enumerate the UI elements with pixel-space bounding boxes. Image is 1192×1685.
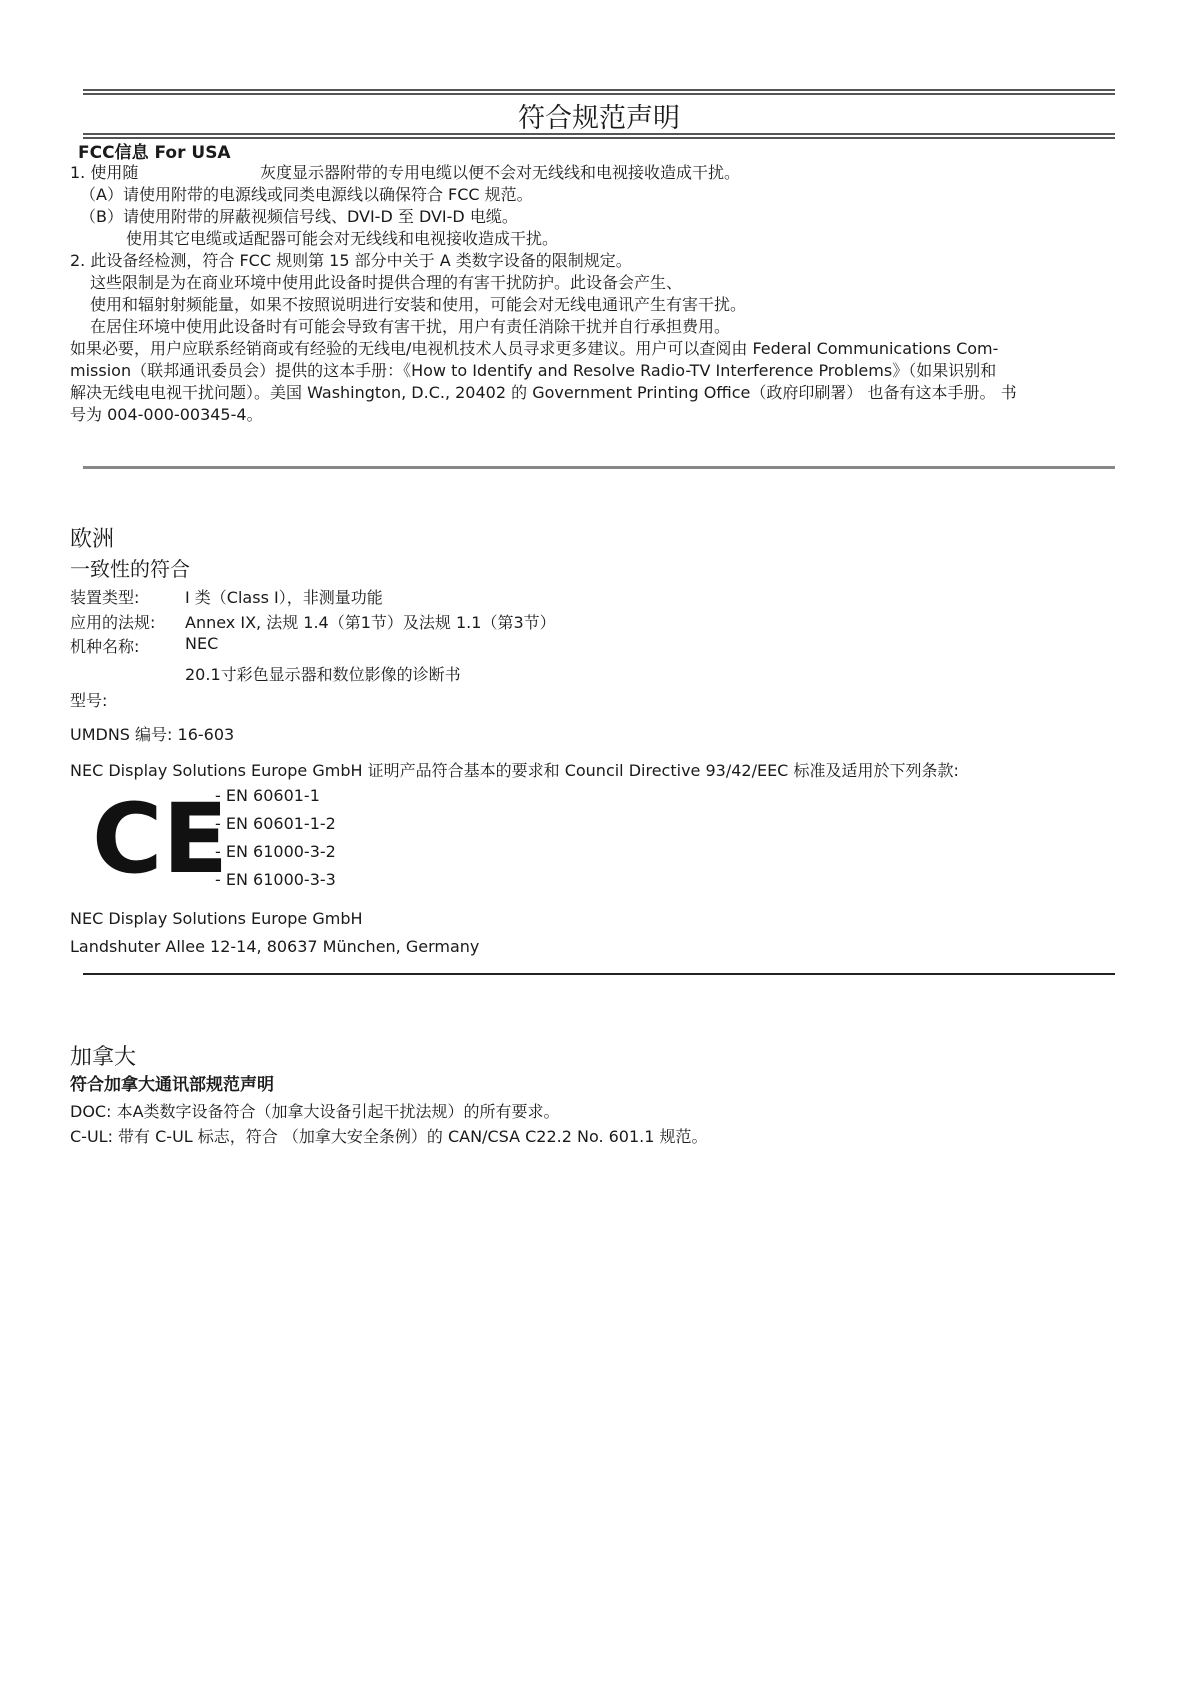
europe-end-rule bbox=[83, 973, 1115, 975]
ce-mark-text: CE bbox=[92, 783, 229, 895]
fcc-para-line4: 号为 004-000-00345-4。 bbox=[70, 405, 263, 424]
fcc-line2c: 在居住环境中使用此设备时有可能会导致有害干扰，用户有责任消除干扰并自行承担费用。 bbox=[90, 317, 731, 336]
europe-heading: 欧洲 bbox=[70, 527, 115, 552]
fcc-line2b: 使用和辐射射频能量，如果不按照说明进行安装和使用，可能会对无线电通讯产生有害干扰。 bbox=[90, 295, 747, 314]
title-double-rule bbox=[83, 133, 1115, 139]
europe-company: NEC Display Solutions Europe GmbH bbox=[70, 909, 363, 928]
page-title: 符合规范声明 bbox=[518, 103, 680, 134]
applied-rules-label: 应用的法规: bbox=[70, 613, 156, 632]
top-double-rule bbox=[83, 89, 1115, 95]
model-no-label: 型号: bbox=[70, 691, 108, 710]
fcc-line-b: （B）请使用附带的屏蔽视频信号线、DVI-D 至 DVI-D 电缆。 bbox=[80, 207, 518, 226]
standard-item: - EN 61000-3-3 bbox=[215, 870, 336, 889]
ce-mark-icon bbox=[92, 783, 229, 895]
canada-cul: C-UL: 带有 C-UL 标志，符合 （加拿大安全条例）的 CAN/CSA C22.2 No. 601.1 规范。 bbox=[70, 1127, 708, 1146]
fcc-line1-suffix: 灰度显示器附带的专用电缆以便不会对无线线和电视接收造成干扰。 bbox=[260, 163, 741, 182]
fcc-para-line2: mission（联邦通讯委员会）提供的这本手册：《How to Identify and Resolve Radio-TV Interference Problems》（如果识别和 bbox=[70, 361, 997, 380]
device-type-label: 装置类型: bbox=[70, 588, 140, 607]
model-name-value2: 20.1寸彩色显示器和数位影像的诊断书 bbox=[185, 665, 461, 684]
fcc-line1-prefix: 1. 使用随 bbox=[70, 163, 139, 182]
standard-item: - EN 61000-3-2 bbox=[215, 842, 336, 861]
applied-rules-value: Annex IX, 法规 1.4（第1节）及法规 1.1（第3节） bbox=[185, 613, 556, 632]
model-name-label: 机种名称: bbox=[70, 637, 140, 656]
model-name-value: NEC bbox=[185, 634, 219, 653]
europe-address: Landshuter Allee 12-14, 80637 München, Germany bbox=[70, 937, 480, 956]
europe-subheading: 一致性的符合 bbox=[70, 557, 190, 581]
canada-subheading: 符合加拿大通讯部规范声明 bbox=[70, 1075, 274, 1095]
standard-item: - EN 60601-1 bbox=[215, 786, 320, 805]
canada-heading: 加拿大 bbox=[70, 1045, 137, 1070]
standard-item: - EN 60601-1-2 bbox=[215, 814, 336, 833]
fcc-line-a: （A）请使用附带的电源线或同类电源线以确保符合 FCC 规范。 bbox=[80, 185, 533, 204]
umdns-number: UMDNS 编号: 16-603 bbox=[70, 725, 235, 744]
fcc-line2: 2. 此设备经检测，符合 FCC 规则第 15 部分中关于 A 类数字设备的限制规定。 bbox=[70, 251, 632, 270]
fcc-para-line3: 解决无线电电视干扰问题）。美国 Washington, D.C., 20402 的 Government Printing Office（政府印刷署） 也备有这本手册。 书 bbox=[70, 383, 1017, 402]
fcc-para-line1: 如果必要，用户应联系经销商或有经验的无线电/电视机技术人员寻求更多建议。用户可以查阅由 Federal Communications Com- bbox=[70, 339, 999, 358]
fcc-heading: FCC信息 For USA bbox=[78, 143, 231, 163]
europe-declaration: NEC Display Solutions Europe GmbH 证明产品符合基本的要求和 Council Directive 93/42/EEC 标准及适用於下列条款: bbox=[70, 761, 959, 780]
canada-doc: DOC: 本A类数字设备符合（加拿大设备引起干扰法规）的所有要求。 bbox=[70, 1102, 560, 1121]
device-type-value: I 类（Class I），非测量功能 bbox=[185, 588, 383, 607]
fcc-line-b2: 使用其它电缆或适配器可能会对无线线和电视接收造成干扰。 bbox=[126, 229, 559, 248]
fcc-line2a: 这些限制是为在商业环境中使用此设备时提供合理的有害干扰防护。此设备会产生、 bbox=[90, 273, 683, 292]
fcc-end-rule bbox=[83, 466, 1115, 469]
